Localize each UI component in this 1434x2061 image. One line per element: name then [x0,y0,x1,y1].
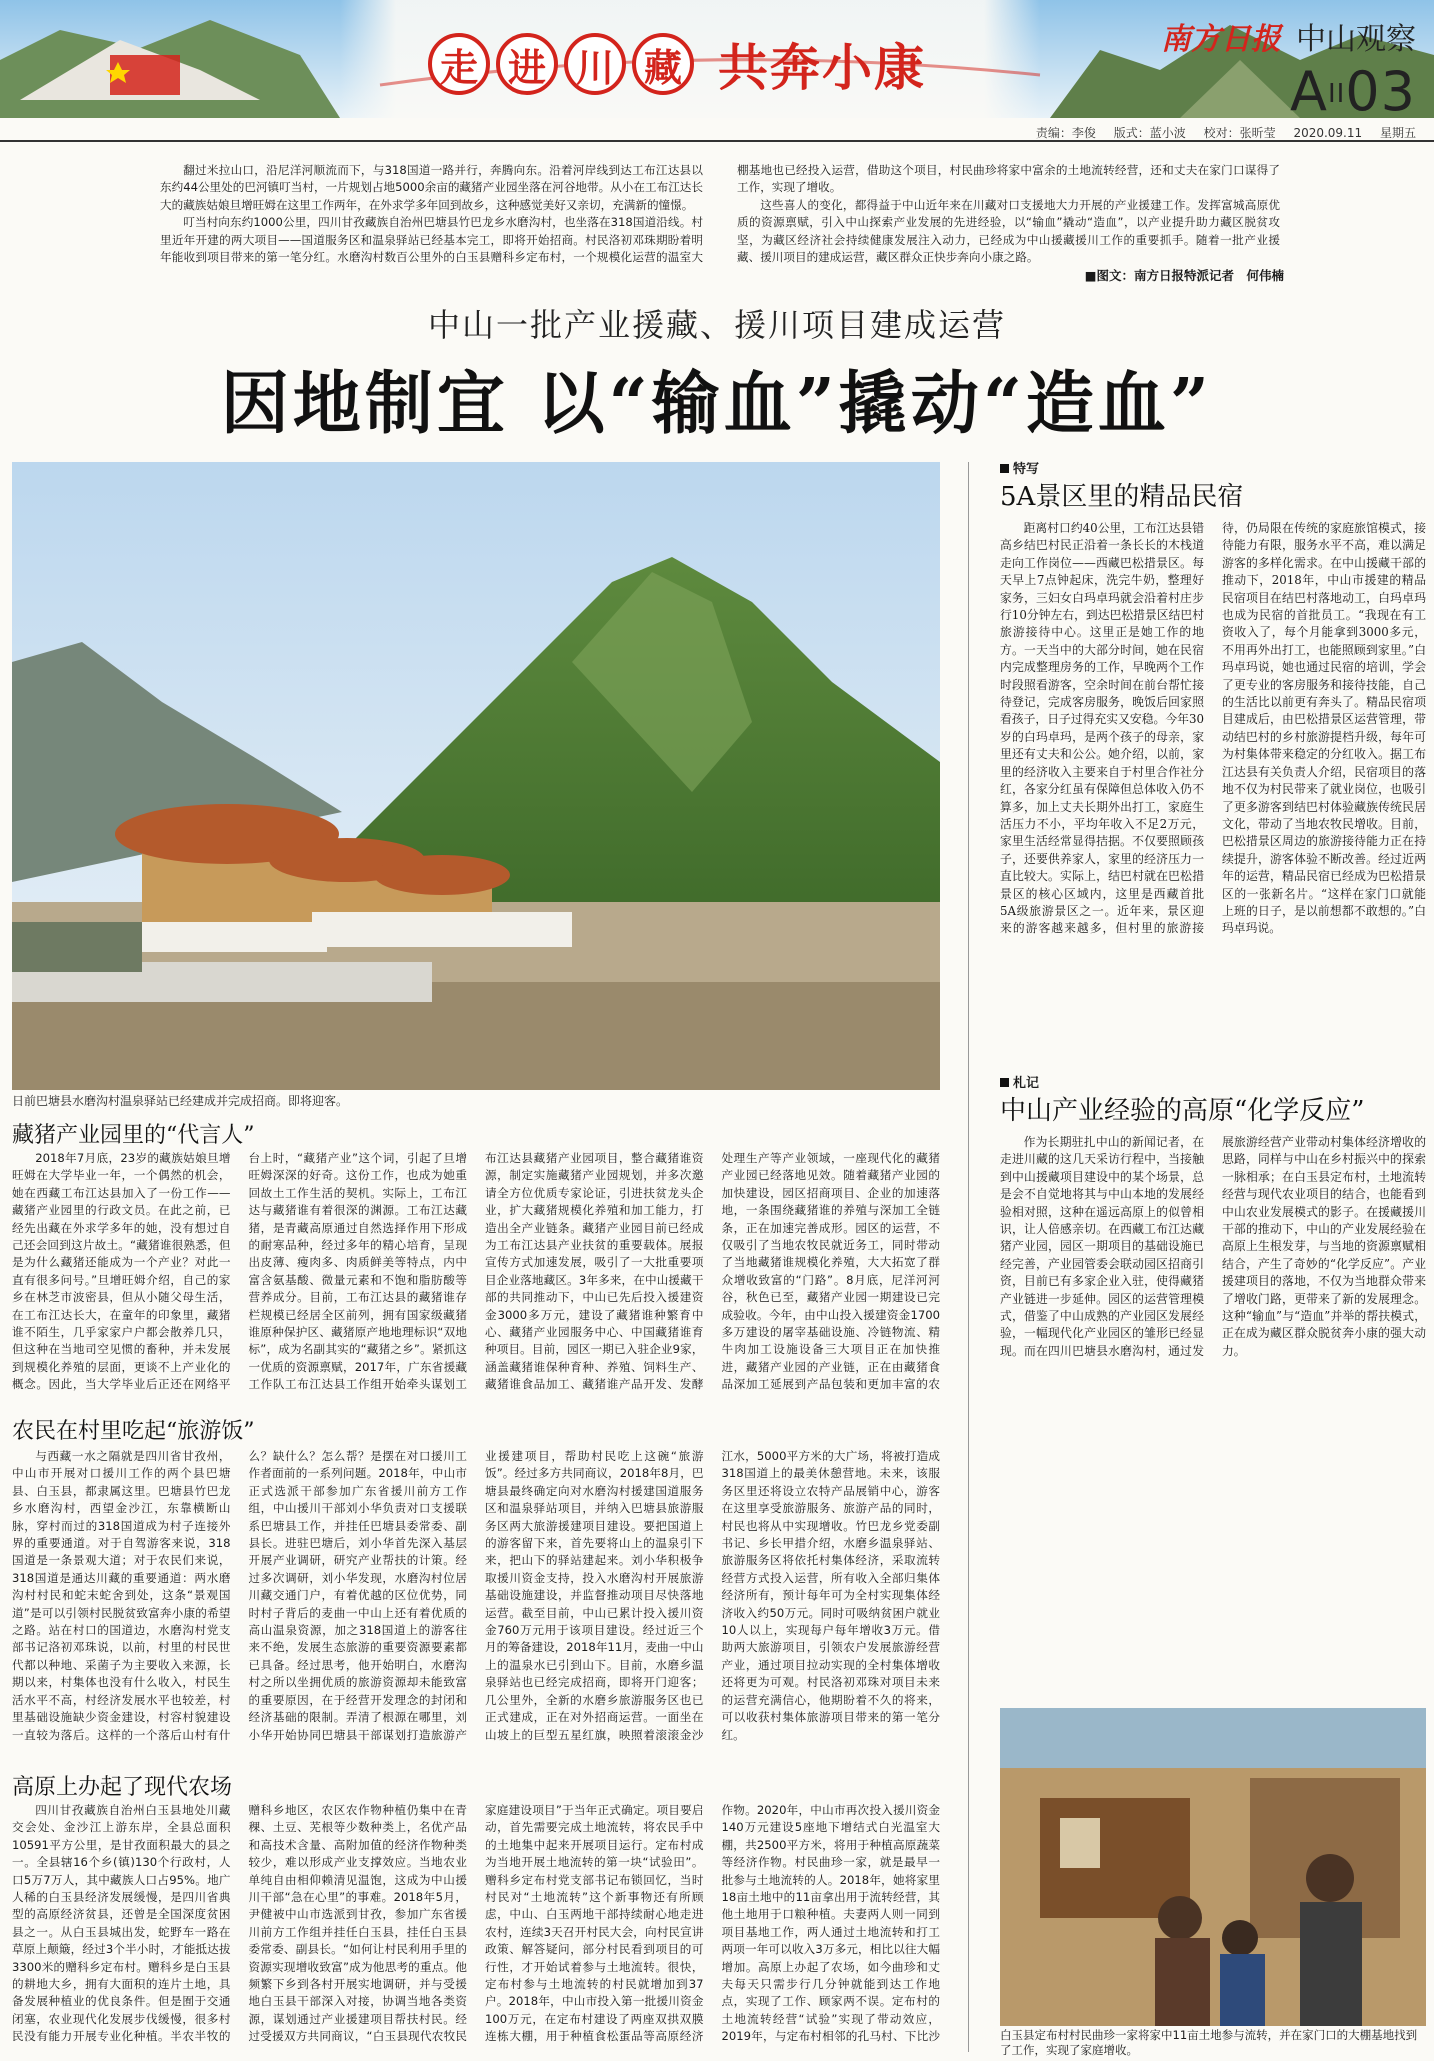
credit-weekday: 星期五 [1379,126,1416,140]
side-photo-caption: 白玉县定布村村民曲珍一家将家中11亩土地参与流转，并在家门口的大棚基地找到了工作，实现了家庭增收。 [1000,2028,1418,2057]
section-head-pig-industry: 藏猪产业园里的“代言人” [12,1123,255,1148]
column-divider [968,462,969,2052]
intro-byline: ■图文：南方日报特派记者 何伟楠 [1084,268,1284,283]
editorial-credits [1022,124,1416,141]
main-photo [12,462,940,1090]
side-photo-image [1000,1708,1426,2026]
headline-title: 因地制宜 以“输血”撬动“造血” [220,364,1214,444]
masthead [0,0,1434,142]
section-head-modern-farm: 高原上办起了现代农场 [12,1775,233,1800]
banner-circle-char: 川 [564,33,626,95]
main-photo-caption: 日前巴塘县水磨沟村温泉驿站已经建成并完成招商。即将迎客。 [12,1094,349,1108]
page-number: AII03 [1289,60,1416,123]
note-head: 中山产业经验的高原“化学反应” [1000,1096,1365,1126]
section-head-tourism: 农民在村里吃起“旅游饭” [12,1419,255,1444]
section-text-tourism: 与西藏一水之隔就是四川省甘孜州，中山市开展对口援川工作的两个县巴塘县、白玉县，都隶属这里。巴塘县竹巴龙乡水磨沟村，西望金沙江，东靠横断山脉，穿村而过的318国道成为村子连接外界的重要通道。对于自驾游客来说，318国道是一条景观大道；对于农民们来说，318国道是通达川藏的重要通道：两水磨沟村村民和蛇末蛇舍到处，这条“景观国道”是可以引领村民脱贫致富奔小康的希望之路。站在村口的国道边，水磨沟村党支部书记洛初邓珠说，以前，村里的村民世代都以种地、采菌子为主要收入来源，长期以来，村集体也没有什么收入，村民生活水平不高，村经济发展水平也较差，村里基础设施缺少资金建设，村容村貌建设一直较为落后。这样的一个落后山村有什么？缺什么？怎么帮？是摆在对口援川工作者面前的一系列问题。2018年，中山市正式选派干部参加广东省援川前方工作组，中山援川干部刘小华负责对口支援联系巴塘县工作，并挂任巴塘县委常委、副县长。进驻巴塘后，刘小华首先深入基层开展产业调研，研究产业帮扶的计策。经过多次调研，刘小华发现，水磨沟村位居川藏交通门户，有着优越的区位优势，同时村子背后的麦曲一中山上还有着优质的高山温泉资源，加之318国道上的游客往来不绝，发展生态旅游的重要资源要素都已具备。经过思考，他开始明白，水磨沟村之所以坐拥优质的旅游资源却未能致富的重要原因，在于经营开发理念的封闭和经济基础的限制。弄清了根源在哪里，刘小华开始协同巴塘县干部谋划打造旅游产业援建项目，帮助村民吃上这碗“旅游饭”。经过多方共同商议，2018年8月，巴塘县最终确定向对水磨沟村援建国道服务区和温泉驿站项目，并纳入巴塘县旅游服务区两大旅游援建项目建设。要把国道上的游客留下来，首先要将山上的温泉引下来，把山下的驿站建起来。刘小华积极争取援川资金支持，投入水磨沟村开展旅游基础设施建设，并监督推动项目尽快落地运营。截至目前，中山已累计投入援川资金760万元用于该项目建设。经过近三个月的筹备建设，2018年11月，麦曲一中山上的温泉水已引到山下。目前，水磨乡温泉驿站也已经完成招商，即将开门迎客；几公里外，全新的水磨乡旅游服务区也已正式建成，正在对外招商运营。一面坐在山坡上的巨型五星红旗，映照着滚滚金沙江水，5000平方米的大广场，将被打造成318国道上的最美休憩营地。未来，该服务区里还将设立农特产品展销中心，游客在这里享受旅游服务、旅游产品的同时，村民也将从中实现增收。竹巴龙乡党委副书记、乡长甲措介绍，水磨乡温泉驿站、旅游服务区将依托村集体经济，采取流转经营方式投入运营，所有收入全部归集体经济所有，预计每年可为全村实现集体经济收入约50万元。同时可吸纳贫困户就业10人以上，实现每户每年增收3万元。借助两大旅游项目，引领农户发展旅游经营产业，通过项目拉动实现的全村集体增收还将更为可观。村民洛初邓珠对项目未来的运营充满信心，他期盼着不久的将来，可以收获村集体旅游项目带来的第一笔分红。 [12,1449,940,1742]
intro-paragraph: 这些喜人的变化，都得益于中山近年来在川藏对口支援地大力开展的产业援建工作。发挥富城高原优质的资源禀赋，引入中山探索产业发展的先进经验，以“输血”撬动“造血”，以产业提升助力藏区脱贫攻坚，为藏区经济社会持续健康发展注入动力，已经成为中山援藏援川工作的重要抓手。随着一批产业援藏、援川项目的建成运营，藏区群众正快步奔向小康之路。 [737,197,1280,265]
paper-edition: 中山观察 [1296,22,1416,57]
side-photo [1000,1708,1426,2026]
main-photo-image [12,462,940,1090]
top-rule [0,140,1434,142]
banner-circle-char: 走 [428,33,490,95]
banner-circle-char: 藏 [632,33,694,95]
feature-text: 距离村口约40公里，工布江达县错高乡结巴村民正沿着一条长长的木栈道走向工作岗位——西藏巴松措景区。每天早上7点钟起床，洗完牛奶，整理好家务，三妇女白玛卓玛就会沿着村庄步行10分钟左右，到达巴松措景区结巴村旅游接待中心。这里正是她工作的地方。一天当中的大部分时间，她在民宿内完成整理房务的工作，早晚两个工作时段照看游客，空余时间在前台帮忙接待登记，完成客房服务，晚饭后回家照看孩子，日子过得充实又安稳。今年30岁的白玛卓玛，是两个孩子的母亲，家里还有丈夫和公公。她介绍，以前，家里的经济收入主要来自于村里合作社分红，各家分红虽有保障但总体收入仍不算多，加上丈夫长期外出打工，家庭生活压力不小，平均年收入不足2万元，家里生活经常显得拮据。不仅要照顾孩子，还要供养家人，家里的经济压力一直比较大。实际上，结巴村就在巴松措景区的核心区域内，这里是西藏首批5A级旅游景区之一。近年来，景区迎来的游客越来越多，但村里的旅游接待，仍局限在传统的家庭旅馆模式，接待能力有限，服务水平不高，难以满足游客的多样化需求。在中山援藏干部的推动下，2018年，中山市援建的精品民宿项目在结巴村落地动工，白玛卓玛也成为民宿的首批员工。“我现在有工资收入了，每个月能拿到3000多元，不用再外出打工，也能照顾到家里。”白玛卓玛说，她也通过民宿的培训，学会了更专业的客房服务和接待技能，自己的生活比以前更有奔头了。精品民宿项目建成后，由巴松措景区运营管理，带动结巴村的乡村旅游提档升级，每年可为村集体带来稳定的分红收入。据工布江达县有关负责人介绍，民宿项目的落地不仅为村民带来了就业岗位，也吸引了更多游客到结巴村体验藏族传统民居文化，带动了当地农牧民增收。目前，巴松措景区周边的旅游接待能力正在持续提升，游客体验不断改善。经过近两年的运营，精品民宿已经成为巴松措景区的一张新名片。“这样在家门口就能上班的日子，是以前想都不敢想的。”白玛卓玛说。 [1000,521,1426,936]
note-text: 作为长期驻扎中山的新闻记者，在走进川藏的这几天采访行程中，当接触到中山援藏项目建设中的某个场景，总是会不自觉地将其与中山本地的发展经验相对照，这种在遥远高原上的似曾相识，让人倍感亲切。在西藏工布江达藏猪产业园，园区一期项目的基础设施已经完善，产业园管委会联动园区招商引资，目前已有多家企业入驻，使得藏猪产业链进一步延伸。园区的运营管理模式，借鉴了中山成熟的产业园区发展经验，一幅现代化产业园区的雏形已经显现。而在四川巴塘县水磨沟村，通过发展旅游经营产业带动村集体经济增收的思路，同样与中山在乡村振兴中的探索一脉相承；在白玉县定布村，土地流转经营与现代农业项目的结合，也能看到中山农业发展模式的影子。在援藏援川干部的推动下，中山的产业发展经验在高原上生根发芽，与当地的资源禀赋相结合，产生了奇妙的“化学反应”。产业援建项目的落地，不仅为当地群众带来了增收门路，更带来了新的发展理念。这种“输血”与“造血”并举的帮扶模式，正在成为藏区群众脱贫奔小康的强大动力。 [1000,1135,1426,1358]
banner-circle-char: 进 [496,33,558,95]
section-text-modern-farm: 四川甘孜藏族自治州白玉县地处川藏交会处、金沙江上游东岸，全县总面积10591平方公里，是甘孜面积最大的县之一。全县辖16个乡(镇)130个行政村，人口5万7万人，其中藏族人口占95%。地广人稀的白玉县经济发展缓慢，是四川省典型的高原经济贫县，还曾是全国深度贫困县之一。从白玉县城出发，蛇野车一路在草原上颠簸，经过3个半小时，才能抵达拔3300米的赠科乡定布村。赠科乡是白玉县的耕地大乡，拥有大面积的连片土地，具备发展种植业的优良条件。但是囿于交通闭塞，农业现代化发展步伐缓慢，很多村民没有能力开展专业化种植。半农半牧的赠科乡地区，农区农作物种植仍集中在青稞、土豆、芜根等少数种类上，名优产品和高技术含量、高附加值的经济作物种类较少，难以形成产业支撑效应。当地农业单纯自由相仰赖清见温饱，这成为中山援川干部“急在心里”的事难。2018年5月，尹健被中山市选派到甘孜，参加广东省援川前方工作组并挂任白玉县，挂任白玉县委常委、副县长。“如何让村民利用手里的资源实现增收致富”成为他思考的重点。他频繁下乡到各村开展实地调研，并与受援地白玉县干部深入对接，协调当地各类资源，谋划通过产业援建项目帮扶村民。经过受援双方共同商议，“白玉县现代农牧民家庭建设项目”于当年正式确定。项目要启动，首先需要完成土地流转，将农民手中的土地集中起来开展项目运行。定布村成为当地开展土地流转的第一块“试验田”。赠科乡定布村党支部书记布锁回忆，当时村民对“土地流转”这个新事物还有所顾虑，中山、白玉两地干部持续耐心地走进农村，连续3天召开村民大会，向村民宣讲政策、解答疑问，部分村民看到项目的可行性，才开始试着参与土地流转。很快，定布村参与土地流转的村民就增加到37户。2018年，中山市投入第一批援川资金100万元，在定布村建设了两座双拱双膜连栋大棚，用于种植食松蛋品等高原经济作物。2020年，中山市再次投入援川资金140万元建设5座地下增结式白光温室大棚，共2500平方米，将用于种植高原蔬菜等经济作物。村民曲珍一家，就是最早一批参与土地流转的人。2018年，她将家里18亩土地中的11亩拿出用于流转经营，其他土地用于口粮种植。夫妻两人则一同到项目基地工作，两人通过土地流转和打工两项一年可以收入3万多元，相比以往大幅增加。高原上办起了农场，如今曲珍和丈夫每天只需步行几分钟就能到达工作地点，实现了工作、顾家两不误。定布村的土地流转经营“试验”实现了带动效应，2019年，与定布村相邻的孔马村、下比沙 [12,1803,940,2044]
credit-layout: 版式：蓝小波 [1113,126,1186,140]
intro-paragraph: 翻过米拉山口，沿尼洋河顺流而下，与318国道一路并行，奔腾向东。沿着河岸线到达工布江达县以东约44公里处的巴河镇叮当村，一片规划占地5000余亩的藏猪产业园坐落在河谷地带。从小在工布江达长大的藏族姑娘旦增旺姆在这里工作两年，在外求学多年回到故乡，这种感觉美好又亲切，充满新的憧憬。 [160,163,703,212]
intro-paragraph: 叮当村向东约1000公里，四川甘孜藏族自治州巴塘县竹巴龙乡水磨沟村，也坐落在318国道沿线。村里近年开建的两大项目——国道服务区和温泉驿站已经基本完工，即将开始招商。村民洛初邓珠期盼着明年能收到项目带来的第一笔分红。水磨沟村数百公里外的白玉县赠科乡定布村，一个规模化运营的温室大棚基地也已经投入运营，借助这个项目，村民曲珍将家中富余的土地流转经营，还和丈夫在家门口谋得了工作，实现了增收。 [160,163,1280,265]
section-text-pig-industry: 2018年7月底，23岁的藏族姑娘旦增旺姆在大学毕业一年，一个偶然的机会，她在西藏工布江达县加入了一份工作——藏猪产业园里的行政文员。在此之前，已经先出藏在外求学多年的她，没有想过自己还会回到这片故土。“藏猪谁很熟悉，但是为什么藏猪还能成为一个产业？对此一直有很多问号。”旦增旺姆介绍，自己的家乡在林芝市波密县，但从小随父母生活，在工布江达长大，在童年的印象里，藏猪谁不陌生，几乎家家户户都会散养几只，但这种在当地司空见惯的畜种，并未发展到规模化养殖的层面，更谈不上产业化的概念。因此，当大学毕业后正还在网络平台上时，“藏猪产业”这个词，引起了旦增旺姆深深的好奇。这份工作，也成为她重回故土工作生活的契机。实际上，工布江达与藏猪谁有着很深的渊源。工布江达藏猪，是青藏高原通过自然选择作用下形成的耐寒品种，经过多年的精心培育，呈现出皮薄、瘦肉多、肉质鲜美等特点，内中富含氨基酸、微量元素和不饱和脂肪酸等营养成分。目前，工布江达县的藏猪谁存栏规模已经居全区前列，拥有国家级藏猪谁原种保护区、藏猪原产地地理标识“双地标”，成为名副其实的“藏猪之乡”。紧抓这一优质的资源禀赋，2017年，广东省援藏工作队工布江达县工作组开始牵头谋划工布江达县藏猪产业园项目，整合藏猪谁资源，制定实施藏猪产业园规划，并多次邀请全方位优质专家论证，引进扶贫龙头企业，扩大藏猪规模化养殖和加工能力，打造出全产业链条。藏猪产业园目前已经成为工布江达县产业扶贫的重要载体。展报宣传方式加速发展，吸引了一大批重要项目企业落地藏区。3年多来，在中山援藏干部的共同推动下，中山已先后投入援建资金3000多万元，建设了藏猪谁种繁育中心、藏猪产业园服务中心、中国藏猪谁育种项目。目前，园区一期已入驻企业9家，涵盖藏猪谁保种育种、养殖、饲料生产、藏猪谁食品加工、藏猪谁产品开发、发酵处理生产等产业领域，一座现代化的藏猪产业园已经落地见效。随着藏猪产业园的加快建设，园区招商项目、企业的加速落地，一条围绕藏猪谁的养殖与深加工全链条，正在加速完善成形。园区的运营，不仅吸引了当地农牧民就近务工，同时带动了当地藏猪谁规模化养殖，大大拓宽了群众增收致富的“门路”。8月底，尼洋河河谷，秋色已至，藏猪产业园一期建设已完成验收。今年，由中山投入援建资金1700多万建设的屠宰基础设施、冷链物流、精牛肉加工设施设备三大项目正在加快推进，藏猪产业园的产业链，正在由藏猪食品深加工延展到产品包装和更加丰富的农 [12,1151,940,1392]
banner-slogan: 共奔小康 [718,39,926,97]
credit-proofread: 校对：张昕莹 [1203,126,1276,140]
banner-title [428,24,926,104]
intro-text [160,162,1280,280]
feature-tag: 特写 [1000,458,1039,477]
credit-editor: 责编：李俊 [1035,126,1096,140]
paper-name: 南方日报 [1160,22,1281,57]
paper-brand [1161,14,1416,123]
headline-subtitle: 中山一批产业援藏、援川项目建成运营 [427,306,1006,344]
feature-head: 5A景区里的精品民宿 [1000,482,1244,512]
note-tag: 札记 [1000,1072,1039,1091]
credit-date: 2020.09.11 [1293,126,1363,140]
